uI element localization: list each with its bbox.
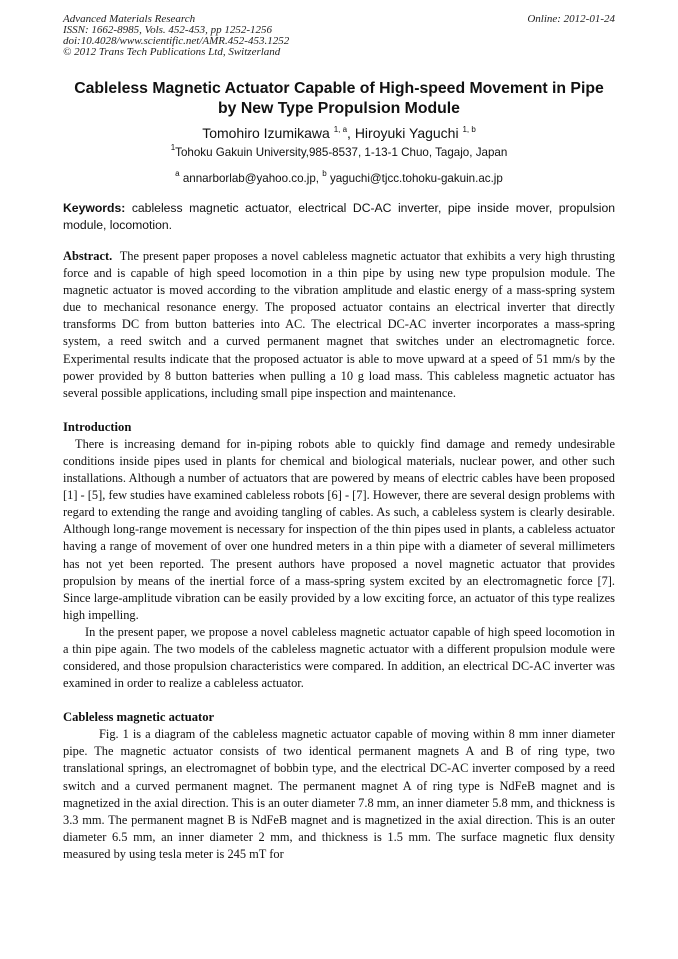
- journal-name: Advanced Materials Research: [63, 13, 196, 25]
- body-paragraph: Fig. 1 is a diagram of the cableless magnetic actuator capable of moving within 8 mm inner diameter pipe. The magnetic actuator consists of two identical permanent magnets A and B of ring type, two translational springs, an electromagnet of bobbin type, and the electrical DC-AC inverter composed by a reed switch and a curved permanent magnet. The permanent magnet A of ring type is NdFeB magnet and is magnetized in the axial direction. This is an outer diameter 7.8 mm, an inner diameter 5.8 mm, and thickness is 3.3 mm. The permanent magnet B is NdFeB magnet and is magnetized in the axial direction. This is an outer diameter 6.5 mm, an inner diameter 2 mm, and thickness is 1.5 mm. The surface magnetic flux density measured by using tesla meter is 245 mT for: [63, 727, 615, 861]
- email-separator: ,: [315, 172, 323, 185]
- paper-title: Cableless Magnetic Actuator Capable of High-speed Movement in Pipe by New Type Propulsion Module: [74, 80, 604, 117]
- keywords-label: Keywords:: [63, 201, 126, 215]
- keywords: [63, 200, 615, 234]
- author-emails: [63, 171, 615, 186]
- email-superscript: a: [175, 169, 180, 178]
- email-superscript: b: [322, 169, 327, 178]
- section-heading-cableless-actuator: Cableless magnetic actuator: [63, 710, 215, 725]
- keywords-text: cableless magnetic actuator, electrical DC-AC inverter, pipe inside mover, propulsion module, locomotion.: [63, 201, 615, 232]
- issn-line: ISSN: 1662-8985, Vols. 452-453, pp 1252-1256: [63, 24, 272, 36]
- abstract-label: Abstract.: [63, 249, 113, 263]
- affiliation-text: Tohoku Gakuin University,985-8537, 1-13-1 Chuo, Tagajo, Japan: [175, 146, 508, 159]
- section-heading-introduction: Introduction: [63, 419, 132, 434]
- affiliation: [63, 145, 615, 160]
- email-link: yaguchi@tjcc.tohoku-gakuin.ac.jp: [329, 172, 503, 185]
- email-link: annarborlab@yahoo.co.jp: [182, 172, 316, 185]
- author-list: [63, 123, 615, 143]
- author-superscript: 1, a: [333, 125, 348, 134]
- copyright-line: © 2012 Trans Tech Publications Ltd, Switzerland: [63, 46, 281, 58]
- body-paragraph: In the present paper, we propose a novel cableless magnetic actuator capable of high speed locomotion in a thin pipe again. The two models of the cableless magnetic actuator with a different propulsion module were considered, and those propulsion characteristics were compared. In addition, an electrical DC-AC inverter was examined in order to realize a cableless actuator.: [63, 624, 615, 691]
- abstract: [63, 248, 615, 402]
- author-superscript: 1, b: [462, 125, 476, 134]
- affiliation-superscript: 1: [170, 143, 176, 152]
- paper-page: [63, 14, 615, 863]
- author-name: Hiroyuki Yaguchi: [354, 125, 459, 141]
- doi-line: doi:10.4028/www.scientific.net/AMR.452-453.1252: [63, 35, 290, 47]
- author-name: Tomohiro Izumikawa: [202, 125, 330, 141]
- body-paragraph: There is increasing demand for in-piping robots able to quickly find damage and remedy undesirable conditions inside pipes used in plants for chemical and biological materials, nuclear power, and other such installations. Although a number of actuators that are powered by means of electric cables have been proposed [1] - [5], few studies have examined cableless robots [6] - [7]. However, there are several design problems with regard to extending the range and avoiding tangling of cables. As such, a cableless system is clearly desirable. Although long-range movement is necessary for inspection of the thin pipes used in plants, a cableless actuator having a range of movement of over one hundred meters in a thin pipe with a diameter of several millimeters has not yet been reported. The present authors have proposed a novel magnetic actuator that provides propulsion by means of the inertial force of a mass-spring system excited by an electromagnetic force [7]. Since large-amplitude vibration can be easily provided by a low exciting force, an actuator of this type realizes high impelling.: [63, 436, 615, 622]
- abstract-text: The present paper proposes a novel cableless magnetic actuator that exhibits a very high thrusting force and is capable of high speed locomotion in a thin pipe by using new type propulsion module. The magnetic actuator is moved according to the vibration amplitude and elastic energy of a mass-spring system due to mechanical resonance energy. The proposed actuator contains an electrical inverter that directly transforms DC from button batteries into AC. The electrical DC-AC inverter incorporates a mass-spring system, a reed switch and a curved permanent magnet that switches under an electromagnetic force. Experimental results indicate that the proposed actuator is able to move upward at a speed of 51 mm/s by the power provided by 8 button batteries when pulling a 10 g load mass. This cableless magnetic actuator has several possible applications, including small pipe inspection and maintenance.: [63, 249, 615, 400]
- author-separator: ,: [347, 125, 355, 141]
- online-date: Online: 2012-01-24: [527, 13, 615, 25]
